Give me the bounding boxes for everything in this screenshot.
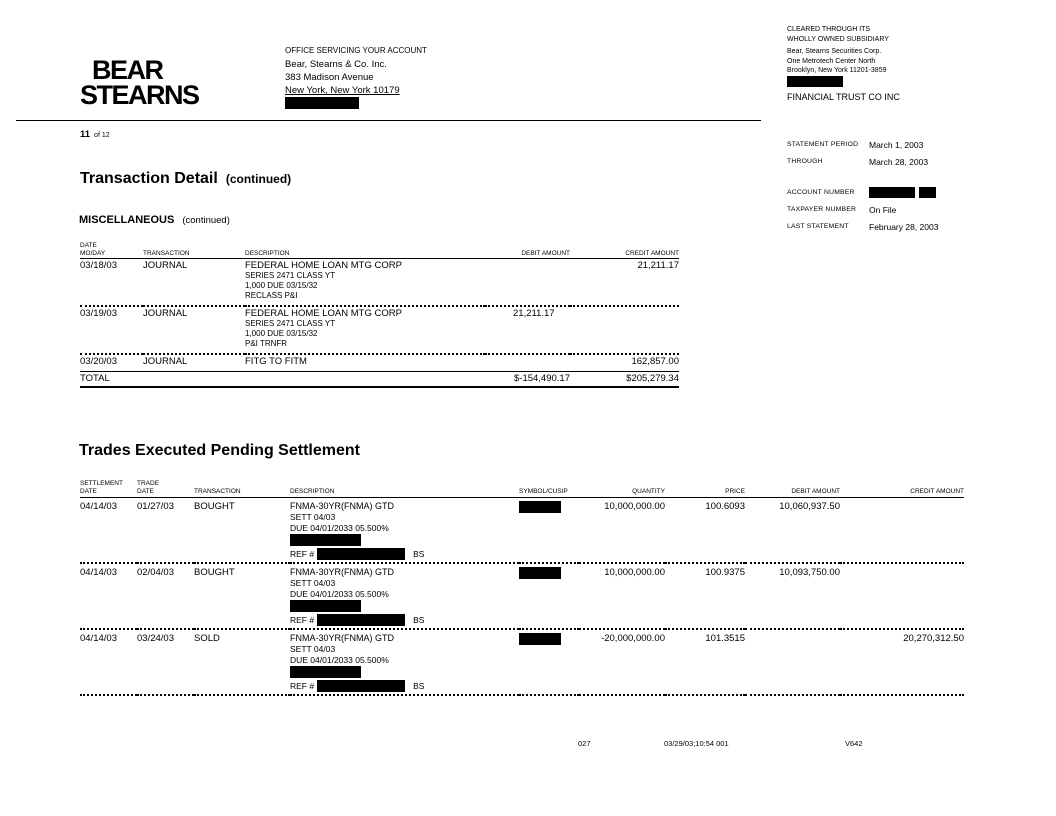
ref-label: REF #	[290, 680, 315, 691]
col-description: DESCRIPTION	[290, 480, 519, 498]
clearing-line-2: WHOLLY OWNED SUBSIDIARY	[787, 35, 889, 43]
logo-line-2: STEARNS	[80, 80, 199, 110]
clearing-info	[787, 25, 1027, 102]
redacted-block	[317, 548, 405, 560]
statement-value: March 1, 2003	[869, 139, 924, 150]
office-street: 383 Madison Avenue	[285, 72, 374, 83]
redacted-block	[919, 187, 936, 198]
total-row	[80, 372, 679, 388]
cell-description	[290, 629, 519, 695]
header-divider	[16, 120, 761, 121]
header-label: TRADE	[137, 480, 160, 487]
cell-date: 03/20/03	[80, 356, 117, 367]
desc-line: DUE 04/01/2033 05.500%	[290, 589, 389, 599]
office-heading: OFFICE SERVICING YOUR ACCOUNT	[285, 46, 427, 55]
cell-credit: 162,857.00	[631, 356, 679, 367]
continued-label: (continued)	[225, 172, 292, 186]
cell-price: 101.3515	[665, 629, 745, 695]
col-symbol: SYMBOL/CUSIP	[519, 480, 579, 498]
col-credit: CREDIT AMOUNT	[570, 242, 679, 259]
redacted-block	[787, 76, 843, 87]
total-debit: $-154,490.17	[485, 372, 570, 388]
section-title: Transaction Detail	[80, 170, 218, 187]
cell-debit: 10,060,937.50	[745, 498, 840, 564]
header-label: DATE	[137, 488, 154, 495]
cell-description	[245, 259, 485, 307]
total-label: TOTAL	[80, 372, 143, 388]
col-settlement	[80, 480, 137, 498]
total-credit: $205,279.34	[570, 372, 679, 388]
redacted-block	[519, 567, 561, 579]
cell-trade-date: 02/04/03	[137, 563, 194, 629]
table-row	[80, 563, 964, 629]
misc-heading	[79, 214, 230, 226]
table-header	[80, 480, 964, 498]
cell-transaction: JOURNAL	[143, 306, 245, 354]
col-credit: CREDIT AMOUNT	[840, 480, 964, 498]
col-price: PRICE	[665, 480, 745, 498]
desc-line: SETT 04/03	[290, 578, 336, 588]
statement-period-row	[787, 136, 938, 153]
ref-label: REF #	[290, 614, 315, 625]
desc-line: RECLASS P&I	[245, 291, 298, 300]
clearing-city: Brooklyn, New York 11201-3859	[787, 67, 887, 74]
cell-debit	[745, 629, 840, 695]
cell-quantity: 10,000,000.00	[579, 498, 665, 564]
redacted-block	[290, 666, 361, 678]
page-current: 11	[80, 129, 91, 140]
statement-value: On File	[869, 204, 897, 215]
col-transaction: TRANSACTION	[143, 242, 245, 259]
cell-quantity: -20,000,000.00	[579, 629, 665, 695]
bear-stearns-logo	[80, 55, 199, 110]
account-number-row	[787, 184, 938, 201]
ref-label: REF #	[290, 548, 315, 559]
col-date	[80, 242, 143, 259]
misc-table	[80, 242, 679, 388]
ref-line	[290, 548, 519, 560]
ref-line	[290, 680, 519, 692]
redacted-block	[519, 501, 561, 513]
cell-transaction: SOLD	[194, 629, 290, 695]
trades-table	[80, 480, 964, 696]
cell-description: FITG TO FITM	[245, 356, 307, 367]
cell-quantity: 10,000,000.00	[579, 563, 665, 629]
cell-transaction: JOURNAL	[143, 356, 188, 367]
header-label: MO/DAY	[80, 250, 106, 257]
desc-line: DUE 04/01/2033 05.500%	[290, 523, 389, 533]
header-label: DATE	[80, 242, 97, 249]
cell-credit: 21,211.17	[570, 259, 679, 307]
col-transaction: TRANSACTION	[194, 480, 290, 498]
account-name: FINANCIAL TRUST CO INC	[787, 91, 900, 102]
cell-trade-date: 03/24/03	[137, 629, 194, 695]
cell-symbol	[519, 498, 579, 564]
desc-line: FNMA-30YR(FNMA) GTD	[290, 633, 394, 643]
table-row	[80, 259, 679, 307]
header-label: SETTLEMENT	[80, 480, 123, 487]
desc-line: SERIES 2471 CLASS YT	[245, 319, 336, 328]
cell-date: 03/18/03	[80, 259, 143, 307]
cell-credit	[840, 498, 964, 564]
cell-settle-date: 04/14/03	[80, 629, 137, 695]
statement-label: ACCOUNT NUMBER	[787, 189, 855, 196]
page-total: of 12	[94, 132, 110, 139]
desc-line: FNMA-30YR(FNMA) GTD	[290, 501, 394, 511]
cell-credit	[570, 306, 679, 354]
bs-label: BS	[413, 548, 425, 559]
cell-description	[290, 563, 519, 629]
desc-line: 1,000 DUE 03/15/32	[245, 329, 318, 338]
statement-label: TAXPAYER NUMBER	[787, 206, 857, 213]
cell-transaction: JOURNAL	[143, 259, 245, 307]
table-header	[80, 242, 679, 259]
footer-version: V642	[845, 739, 863, 748]
desc-line: SETT 04/03	[290, 644, 336, 654]
table-row	[80, 629, 964, 695]
through-row	[787, 153, 938, 170]
cell-debit: 10,093,750.00	[745, 563, 840, 629]
statement-label: STATEMENT PERIOD	[787, 141, 859, 148]
footer-code: 027	[578, 739, 591, 748]
bs-label: BS	[413, 614, 425, 625]
office-name: Bear, Stearns & Co. Inc.	[285, 59, 387, 70]
redacted-block	[869, 187, 915, 198]
statement-info	[787, 136, 938, 235]
desc-line: DUE 04/01/2033 05.500%	[290, 655, 389, 665]
table-row	[80, 354, 679, 372]
cell-credit	[840, 563, 964, 629]
table-row	[80, 306, 679, 354]
cell-description	[290, 498, 519, 564]
statement-label: LAST STATEMENT	[787, 223, 849, 230]
office-address	[285, 44, 427, 110]
cell-settle-date: 04/14/03	[80, 498, 137, 564]
statement-label: THROUGH	[787, 158, 823, 165]
cell-price: 100.6093	[665, 498, 745, 564]
last-statement-row	[787, 218, 938, 235]
col-description: DESCRIPTION	[245, 242, 485, 259]
cell-trade-date: 01/27/03	[137, 498, 194, 564]
redacted-block	[285, 97, 359, 109]
cell-transaction: BOUGHT	[194, 563, 290, 629]
redacted-block	[317, 680, 405, 692]
cell-transaction: BOUGHT	[194, 498, 290, 564]
redacted-block	[519, 633, 561, 645]
cell-debit: 21,211.17	[485, 306, 570, 354]
clearing-name: Bear, Stearns Securities Corp.	[787, 48, 882, 55]
desc-line: FEDERAL HOME LOAN MTG CORP	[245, 260, 402, 271]
desc-line: P&I TRNFR	[245, 339, 288, 348]
col-debit: DEBIT AMOUNT	[485, 242, 570, 259]
cell-settle-date: 04/14/03	[80, 563, 137, 629]
desc-line: FNMA-30YR(FNMA) GTD	[290, 567, 394, 577]
redacted-block	[290, 534, 361, 546]
desc-line: SETT 04/03	[290, 512, 336, 522]
taxpayer-row	[787, 201, 938, 218]
cell-debit	[485, 354, 570, 372]
cell-description	[245, 306, 485, 354]
office-city: New York, New York 10179	[285, 85, 400, 96]
col-debit: DEBIT AMOUNT	[745, 480, 840, 498]
clearing-street: One Metrotech Center North	[787, 57, 876, 65]
redacted-block	[290, 600, 361, 612]
page-number	[80, 129, 110, 140]
cell-credit: 20,270,312.50	[840, 629, 964, 695]
cell-symbol	[519, 563, 579, 629]
page-title	[80, 170, 291, 188]
bs-label: BS	[413, 680, 425, 691]
statement-value: March 28, 2003	[869, 156, 929, 167]
desc-line: FEDERAL HOME LOAN MTG CORP	[245, 308, 402, 319]
header-label: DATE	[80, 488, 97, 495]
misc-title: MISCELLANEOUS	[79, 214, 175, 226]
table-row	[80, 498, 964, 564]
desc-line: SERIES 2471 CLASS YT	[245, 271, 336, 280]
cell-date: 03/19/03	[80, 306, 143, 354]
continued-label: (continued)	[182, 215, 230, 226]
ref-line	[290, 614, 519, 626]
clearing-line-1: CLEARED THROUGH ITS	[787, 26, 871, 33]
cell-price: 100.9375	[665, 563, 745, 629]
cell-symbol	[519, 629, 579, 695]
redacted-block	[317, 614, 405, 626]
footer-timestamp: 03/29/03;10:54 001	[664, 739, 729, 748]
desc-line: 1,000 DUE 03/15/32	[245, 281, 318, 290]
cell-debit	[485, 259, 570, 307]
logo-line-1: BEAR	[92, 55, 163, 85]
col-quantity: QUANTITY	[579, 480, 665, 498]
statement-value: February 28, 2003	[869, 221, 939, 232]
trades-title: Trades Executed Pending Settlement	[79, 442, 360, 459]
col-trade-date	[137, 480, 194, 498]
